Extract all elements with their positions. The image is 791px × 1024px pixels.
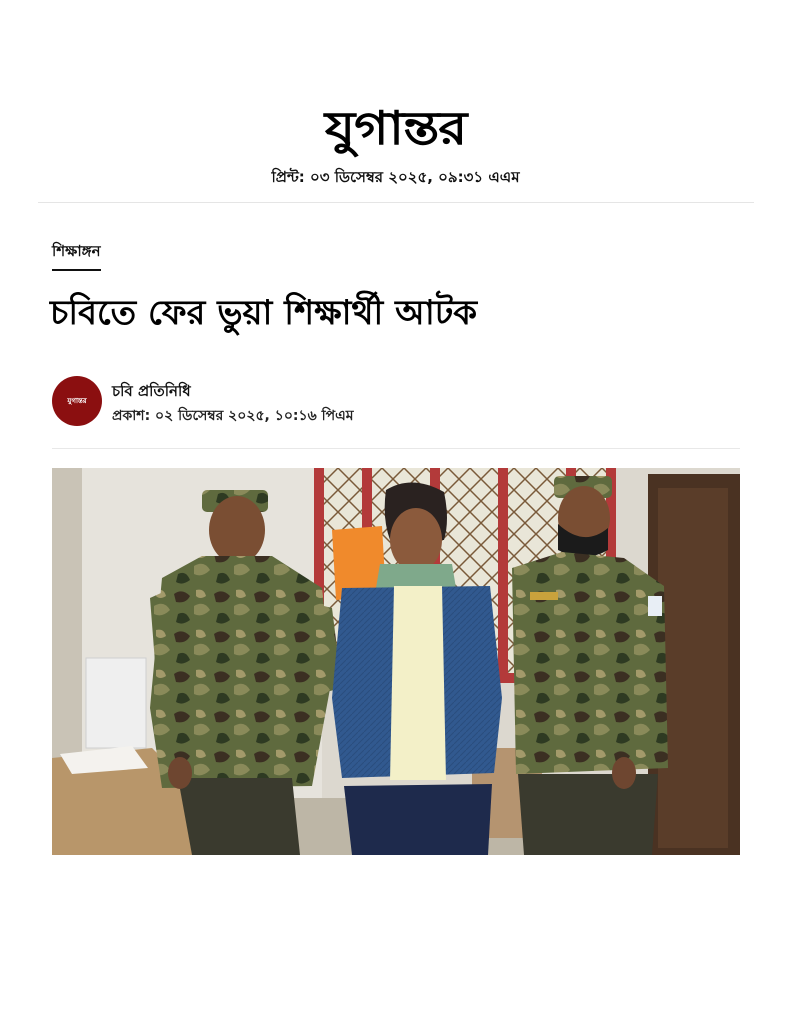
header-divider (38, 202, 754, 203)
site-logo[interactable]: যুগান্তর (324, 101, 467, 155)
published-date: প্রকাশ: ০২ ডিসেম্বর ২০২৫, ১০:১৬ পিএম (112, 408, 354, 424)
author-avatar-logo: যুগান্তর (67, 397, 87, 405)
author-divider (52, 448, 740, 449)
author-name: চবি প্রতিনিধি (112, 382, 191, 400)
article-headline: চবিতে ফের ভুয়া শিক্ষার্থী আটক (50, 293, 478, 333)
article-photo (52, 468, 740, 855)
print-date: প্রিন্ট: ০৩ ডিসেম্বর ২০২৫, ০৯:৩১ এএম (271, 168, 520, 186)
author-avatar (52, 376, 102, 426)
photo-illustration (52, 468, 740, 855)
category-link[interactable]: শিক্ষাঙ্গন (52, 240, 101, 271)
logo-wrapper (0, 100, 791, 156)
